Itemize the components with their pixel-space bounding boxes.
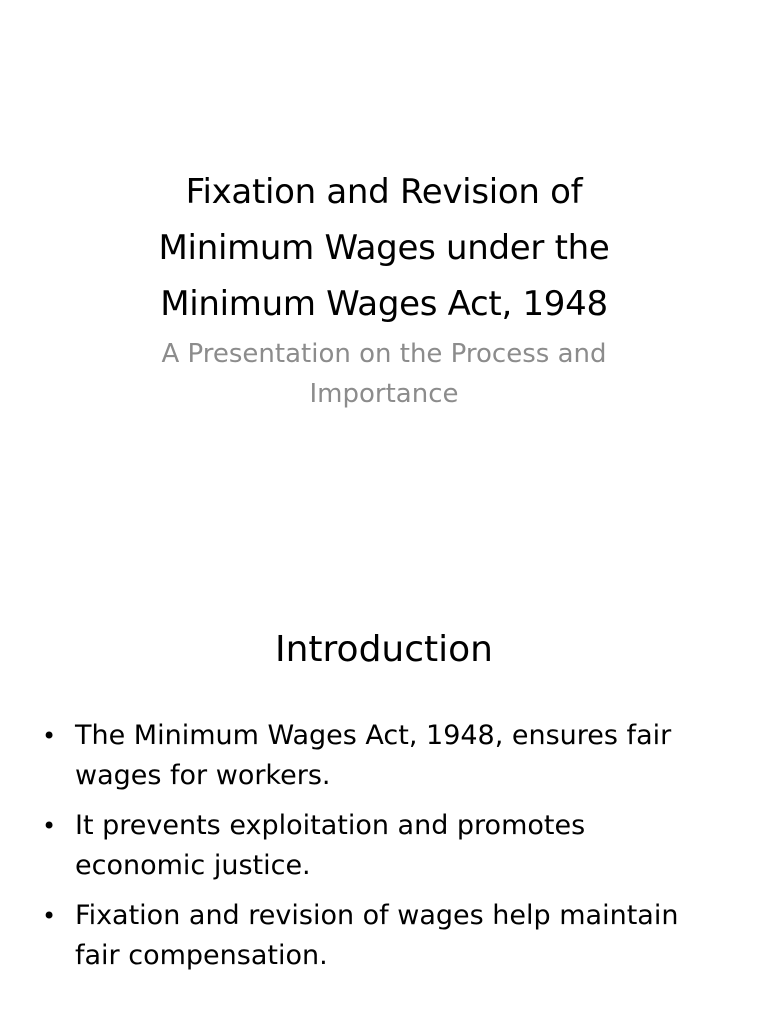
bullet-item [42, 896, 722, 976]
bullet-line: Fixation and revision of wages help maintain [75, 900, 679, 931]
presentation-subtitle [110, 334, 658, 414]
bullet-line: wages for workers. [75, 760, 331, 791]
bullet-line: The Minimum Wages Act, 1948, ensures fair [75, 720, 672, 751]
bullet-list [42, 716, 722, 986]
bullet-icon: • [42, 902, 57, 930]
title-line: Fixation and Revision of [185, 172, 583, 212]
bullet-item [42, 716, 722, 796]
introduction-slide [0, 576, 768, 1024]
subtitle-line: A Presentation on the Process and [161, 339, 607, 369]
title-line: Minimum Wages Act, 1948 [160, 284, 608, 324]
bullet-line: fair compensation. [75, 940, 328, 971]
bullet-item [42, 806, 722, 886]
slide-heading: Introduction [274, 629, 493, 670]
bullet-icon: • [42, 722, 57, 750]
presentation-title [60, 164, 708, 332]
title-line: Minimum Wages under the [158, 228, 610, 268]
bullet-icon: • [42, 812, 57, 840]
subtitle-line: Importance [309, 379, 459, 409]
bullet-line: It prevents exploitation and promotes [75, 810, 586, 841]
bullet-line: economic justice. [75, 850, 311, 881]
